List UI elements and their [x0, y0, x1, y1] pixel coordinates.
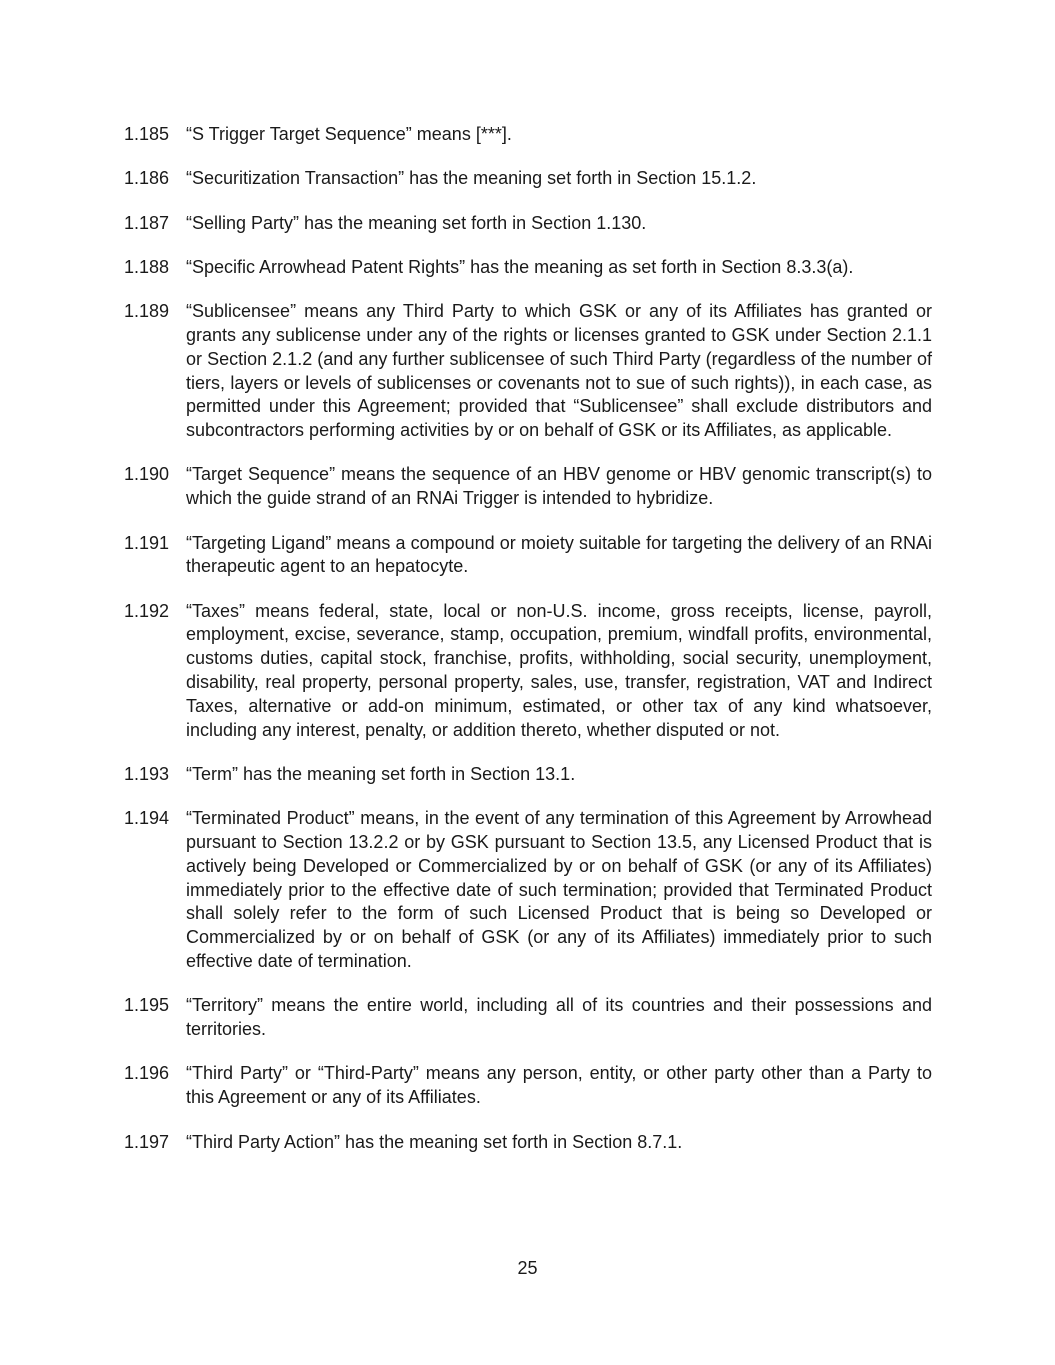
definition-item: [124, 1131, 932, 1155]
definition-number: 1.190: [124, 464, 170, 485]
definition-text: “S Trigger Target Sequence” means [***].: [186, 124, 512, 144]
definition-text: “Sublicensee” means any Third Party to which GSK or any of its Affiliates has granted or grants any sublicense under any of the rights or licenses granted to GSK under Section 2.1.1 or Section 2.1.2 (and any further sublicensee of such Third Party (regardless of the number of tiers, layers or levels of sublicenses or covenants not to sue of such rights)), in each case, as permitted under this Agreement; provided that “Sublicensee” shall exclude distributors and subcontractors performing activities by or on behalf of GSK or its Affiliates, as applicable.: [186, 301, 932, 441]
definition-text: “Specific Arrowhead Patent Rights” has the meaning as set forth in Section 8.3.3(a).: [186, 256, 854, 277]
definition-number: 1.191: [124, 532, 170, 553]
definition-text: “Securitization Transaction” has the meaning set forth in Section 15.1.2.: [186, 168, 757, 189]
definition-number: 1.192: [124, 600, 170, 621]
definition-number: 1.186: [124, 168, 170, 189]
definition-text: “Third Party” or “Third-Party” means any person, entity, or other party other than a Party to this Agreement or any of its Affiliates.: [186, 1063, 932, 1108]
definition-number: 1.189: [124, 301, 170, 322]
definition-item: [124, 532, 932, 580]
definition-text: “Term” has the meaning set forth in Section 13.1.: [186, 763, 576, 784]
definition-text: “Terminated Product” means, in the event of any termination of this Agreement by Arrowhead pursuant to Section 13.2.2 or by GSK pursuant to Section 13.5, any Licensed Product that is actively being Developed or Commercialized by or on behalf of GSK (or any of its Affiliates) immediately prior to the effective date of such termination; provided that Terminated Product shall solely refer to the form of such Licensed Product that is being so Developed or Commercialized by or on behalf of GSK (or any of its Affiliates) immediately prior to such effective date of termination.: [186, 808, 932, 972]
definition-item: [124, 807, 932, 974]
definition-item: [124, 212, 932, 236]
definition-number: 1.187: [124, 212, 170, 233]
definition-number: 1.188: [124, 256, 170, 277]
definition-number: 1.193: [124, 763, 170, 784]
definition-text: “Selling Party” has the meaning set forth in Section 1.130.: [186, 212, 647, 233]
definition-text: “Third Party Action” has the meaning set forth in Section 8.7.1.: [186, 1131, 683, 1152]
definitions-list: [124, 123, 932, 1175]
definition-item: [124, 463, 932, 511]
definition-text: “Targeting Ligand” means a compound or moiety suitable for targeting the delivery of an RNAi therapeutic agent to an hepatocyte.: [186, 532, 932, 577]
definition-item: [124, 167, 932, 191]
definition-number: 1.195: [124, 995, 170, 1016]
definition-text: “Territory” means the entire world, including all of its countries and their possessions and territories.: [186, 995, 932, 1040]
definition-number: 1.197: [124, 1131, 170, 1152]
definition-item: [124, 256, 932, 280]
definition-item: [124, 600, 932, 743]
definition-text: “Taxes” means federal, state, local or non-U.S. income, gross receipts, license, payroll, employment, excise, severance, stamp, occupation, premium, windfall profits, environmental, customs duties, capital stock, franchise, profits, withholding, social security, unemployment, disability, real property, personal property, sales, use, transfer, registration, VAT and Indirect Taxes, alternative or add-on minimum, estimated, or other tax of any kind whatsoever, including any interest, penalty, or addition thereto, whether disputed or not.: [186, 600, 932, 740]
definition-text: “Target Sequence” means the sequence of an HBV genome or HBV genomic transcript(s) to which the guide strand of an RNAi Trigger is intended to hybridize.: [186, 464, 932, 509]
definition-item: [124, 763, 932, 787]
definition-number: 1.194: [124, 808, 170, 829]
page-number: 25: [517, 1258, 538, 1278]
definition-item: [124, 994, 932, 1042]
definition-number: 1.185: [124, 124, 170, 144]
definition-item: [124, 123, 932, 147]
definition-item: [124, 1062, 932, 1110]
definition-item: [124, 300, 932, 443]
definition-number: 1.196: [124, 1063, 170, 1084]
